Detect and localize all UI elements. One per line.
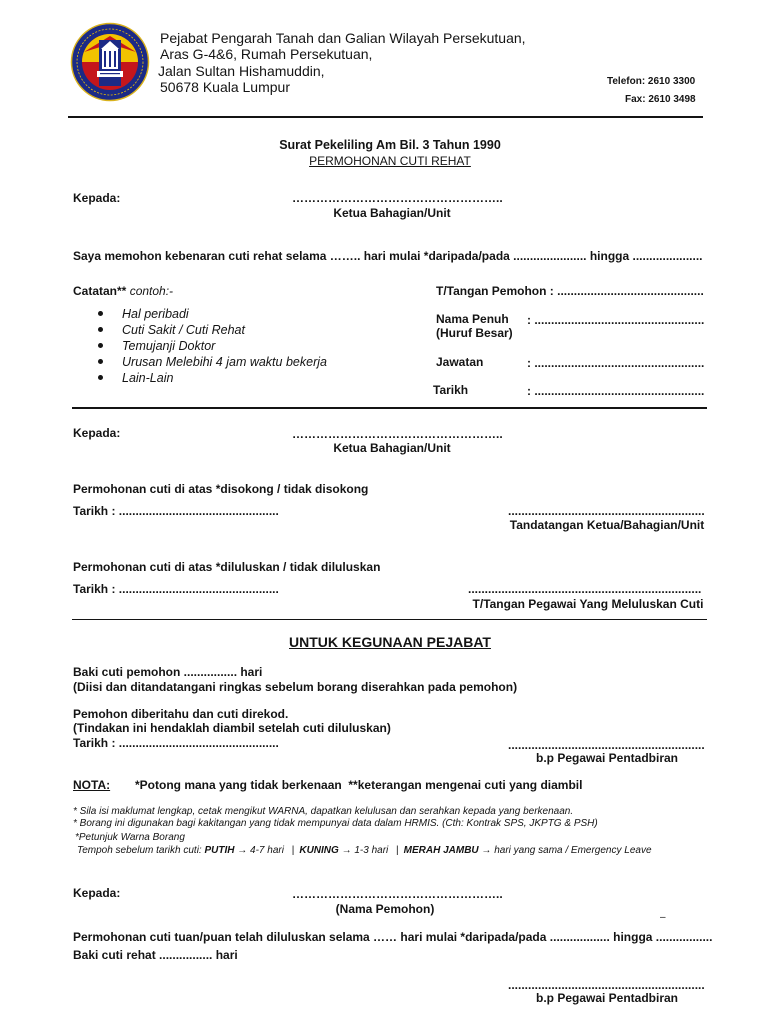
colour-pink-days: → hari yang sama / Emergency Leave (478, 845, 652, 856)
fax-number: Fax: 2610 3498 (625, 94, 696, 105)
approval-statement: Permohonan cuti di atas *diluluskan / tidak diluluskan (73, 560, 381, 574)
colour-yellow-days: → 1-3 hari (338, 845, 392, 856)
stray-dash-mark: – (660, 912, 666, 923)
notification-kepada-label: Kepada: (73, 886, 121, 900)
bullet-icon (98, 359, 103, 364)
notification-signature-caption: b.p Pegawai Pentadbiran (535, 991, 679, 1005)
approval-signature-dots: ...................................................................... (468, 582, 702, 596)
recommendation-kepada-dots: …………………………………………….. (292, 427, 503, 441)
example-item: Hal peribadi (122, 307, 189, 321)
agency-emblem-icon (70, 22, 150, 102)
notification-kepada-caption: (Nama Pemohon) (335, 902, 435, 916)
applicant-signature-line (436, 284, 704, 298)
page-title (190, 153, 590, 169)
recorded-note: (Tindakan ini hendaklah diambil setelah cuti diluluskan) (73, 721, 391, 735)
notification-kepada-dots: …………………………………………….. (292, 887, 503, 901)
form-title-text: PERMOHONAN CUTI REHAT (309, 154, 471, 168)
full-name-note: (Huruf Besar) (436, 326, 513, 340)
notification-signature-dots: ........................................................... (508, 978, 705, 992)
colour-separator: | (291, 845, 295, 856)
footnote-1: * Sila isi maklumat lengkap, cetak mengikut WARNA, dapatkan kelulusan dan serahkan kepada yang berkenaan. (73, 806, 574, 817)
applicant-balance-note: (Diisi dan ditandatangani ringkas sebelum borang diserahkan pada pemohon) (73, 680, 518, 694)
example-item: Urusan Melebihi 4 jam waktu bekerja (122, 355, 327, 369)
nota-text: *Potong mana yang tidak berkenaan **keterangan mengenai cuti yang diambil (135, 778, 583, 792)
application-kepada-label: Kepada: (73, 191, 121, 205)
colour-yellow-label: KUNING (299, 845, 339, 856)
office-signature-caption: b.p Pegawai Pentadbiran (535, 751, 679, 765)
address-line-4: 50678 Kuala Lumpur (160, 79, 290, 95)
footnote-3: *Petunjuk Warna Borang (75, 832, 185, 843)
applicant-balance: Baki cuti pemohon ................ hari (73, 665, 263, 679)
applicant-signature-dots: ............................................ (557, 284, 704, 298)
recommendation-kepada-caption: Ketua Bahagian/Unit (333, 441, 451, 455)
catatan-line (73, 284, 173, 298)
colour-guide (77, 845, 652, 857)
address-line-1: Pejabat Pengarah Tanah dan Galian Wilayah Persekutuan, (160, 30, 526, 46)
position-label: Jawatan (436, 355, 484, 369)
support-signature-caption: Tandatangan Ketua/Bahagian/Unit (509, 518, 705, 532)
support-signature-dots: ........................................................... (508, 504, 705, 518)
example-item: Temujanji Doktor (122, 339, 216, 353)
nota-label: NOTA: (73, 778, 111, 792)
office-date: Tarikh : ................................................ (73, 736, 279, 750)
bullet-icon (98, 343, 103, 348)
application-kepada-dots: …………………………………………….. (292, 191, 503, 205)
example-item: Lain-Lain (122, 371, 174, 385)
bullet-icon (98, 375, 103, 380)
approval-date: Tarikh : ................................................ (73, 582, 279, 596)
application-date-label: Tarikh (433, 383, 469, 397)
support-statement: Permohonan cuti di atas *disokong / tidak disokong (73, 482, 369, 496)
application-date-dots: : ................................................... (527, 384, 705, 398)
office-use-heading-text: UNTUK KEGUNAAN PEJABAT (289, 634, 491, 650)
application-kepada-caption: Ketua Bahagian/Unit (333, 206, 451, 220)
approval-signature-caption: T/Tangan Pegawai Yang Meluluskan Cuti (472, 597, 704, 611)
footnote-2: * Borang ini digunakan bagi kakitangan yang tidak mempunyai data dalam HRMIS. (Cth: Kontrak SPS, JKPTG & PSH) (73, 818, 598, 829)
applicant-signature-label: T/Tangan Pemohon : (436, 284, 558, 298)
example-item: Cuti Sakit / Cuti Rehat (122, 323, 245, 337)
bullet-icon (98, 311, 103, 316)
section-divider (72, 619, 707, 620)
catatan-label: Catatan** (73, 284, 127, 298)
colour-white-days: → 4-7 hari (234, 845, 287, 856)
position-dots: : ................................................... (527, 356, 705, 370)
full-name-dots: : ................................................... (527, 313, 705, 327)
recommendation-kepada-label: Kepada: (73, 426, 121, 440)
telephone-number: Telefon: 2610 3300 (607, 76, 696, 87)
office-signature-dots: ........................................................... (508, 738, 705, 752)
address-line-3: Jalan Sultan Hishamuddin, (158, 63, 325, 79)
circular-reference: Surat Pekeliling Am Bil. 3 Tahun 1990 (279, 138, 501, 152)
notification-approval-statement: Permohonan cuti tuan/puan telah diluluskan selama …… hari mulai *daripada/pada .................. hingga ................. (73, 930, 713, 944)
colour-separator: | (396, 845, 399, 856)
office-use-heading (190, 634, 590, 650)
colour-white-label: PUTIH (204, 845, 235, 856)
notification-balance: Baki cuti rehat ................ hari (73, 948, 238, 962)
support-date: Tarikh : ................................................ (73, 504, 279, 518)
full-name-label: Nama Penuh (436, 312, 509, 326)
leave-request-statement: Saya memohon kebenaran cuti rehat selama …….. hari mulai *daripada/pada ...................... hingga ..................... (73, 249, 703, 263)
catatan-hint: contoh:- (126, 284, 174, 298)
header-divider (68, 116, 703, 118)
bullet-icon (98, 327, 103, 332)
colour-pink-label: MERAH JAMBU (403, 845, 479, 856)
recorded-statement: Pemohon diberitahu dan cuti direkod. (73, 707, 289, 721)
colour-guide-prefix: Tempoh sebelum tarikh cuti: (77, 845, 205, 856)
address-line-2: Aras G-4&6, Rumah Persekutuan, (160, 46, 373, 62)
section-divider (72, 407, 707, 409)
